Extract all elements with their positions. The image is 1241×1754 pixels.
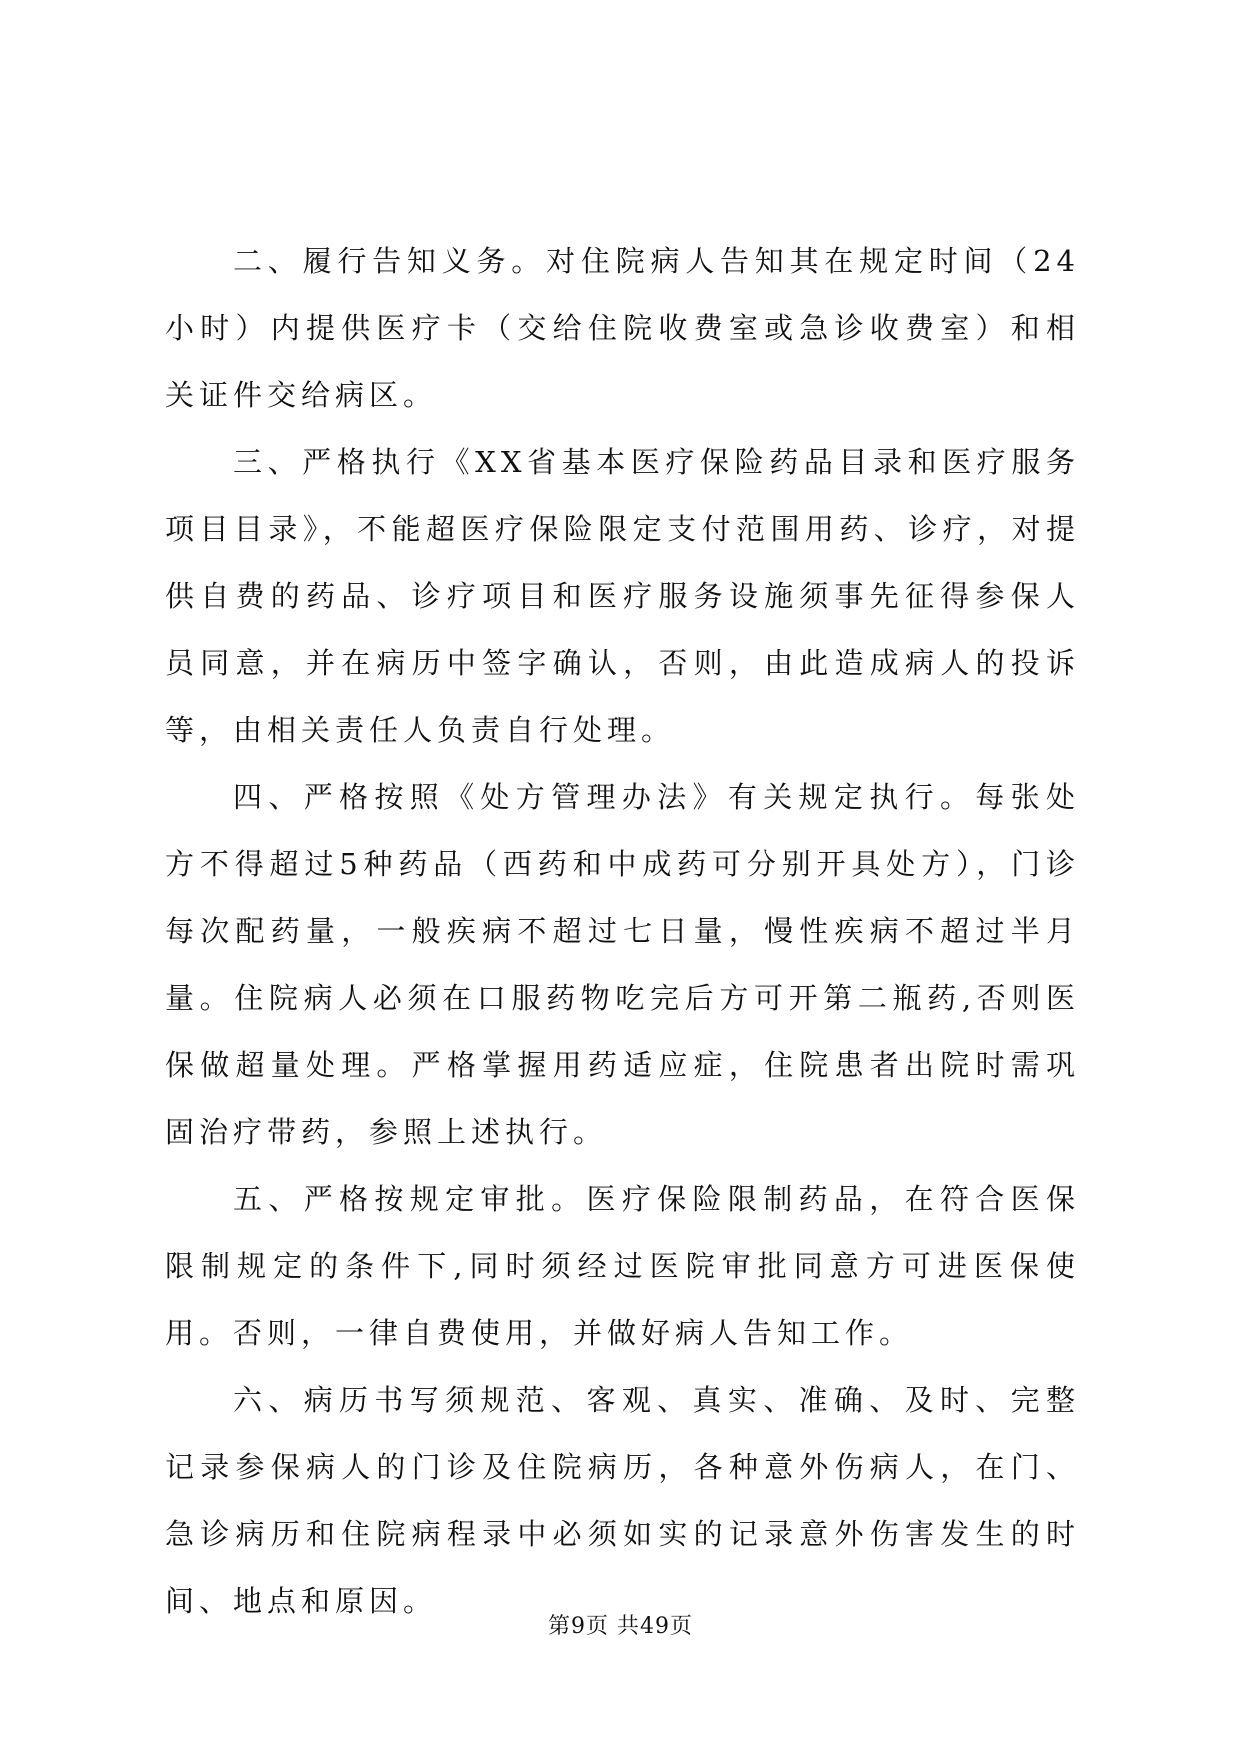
paragraph-approval: 五、严格按规定审批。医疗保险限制药品，在符合医保限制规定的条件下,同时须经过医院审批同意方可进医保使用。否则，一律自费使用，并做好病人告知工作。 [165, 1182, 1080, 1350]
paragraph-drug-catalog: 三、严格执行《XX省基本医疗保险药品目录和医疗服务项目目录》，不能超医疗保险限定支付范围用药、诊疗，对提供自费的药品、诊疗项目和医疗服务设施须事先征得参保人员同意，并在病历中签字确认，否则，由此造成病人的投诉等，由相关责任人负责自行处理。 [165, 445, 1080, 747]
page-number-footer: 第9页 共49页 [548, 1614, 693, 1639]
paragraph-notification-duty: 二、履行告知义务。对住院病人告知其在规定时间（24小时）内提供医疗卡（交给住院收费室或急诊收费室）和相关证件交给病区。 [165, 244, 1080, 412]
paragraph-medical-records: 六、病历书写须规范、客观、真实、准确、及时、完整记录参保病人的门诊及住院病历，各种意外伤病人，在门、急诊病历和住院病程录中必须如实的记录意外伤害发生的时间、地点和原因。 [165, 1383, 1080, 1618]
document-body [165, 228, 1080, 1635]
paragraph-prescription-rules: 四、严格按照《处方管理办法》有关规定执行。每张处方不得超过5种药品（西药和中成药可分别开具处方），门诊每次配药量，一般疾病不超过七日量，慢性疾病不超过半月量。住院病人必须在口服药物吃完后方可开第二瓶药,否则医保做超量处理。严格掌握用药适应症，住院患者出院时需巩固治疗带药，参照上述执行。 [165, 780, 1080, 1149]
